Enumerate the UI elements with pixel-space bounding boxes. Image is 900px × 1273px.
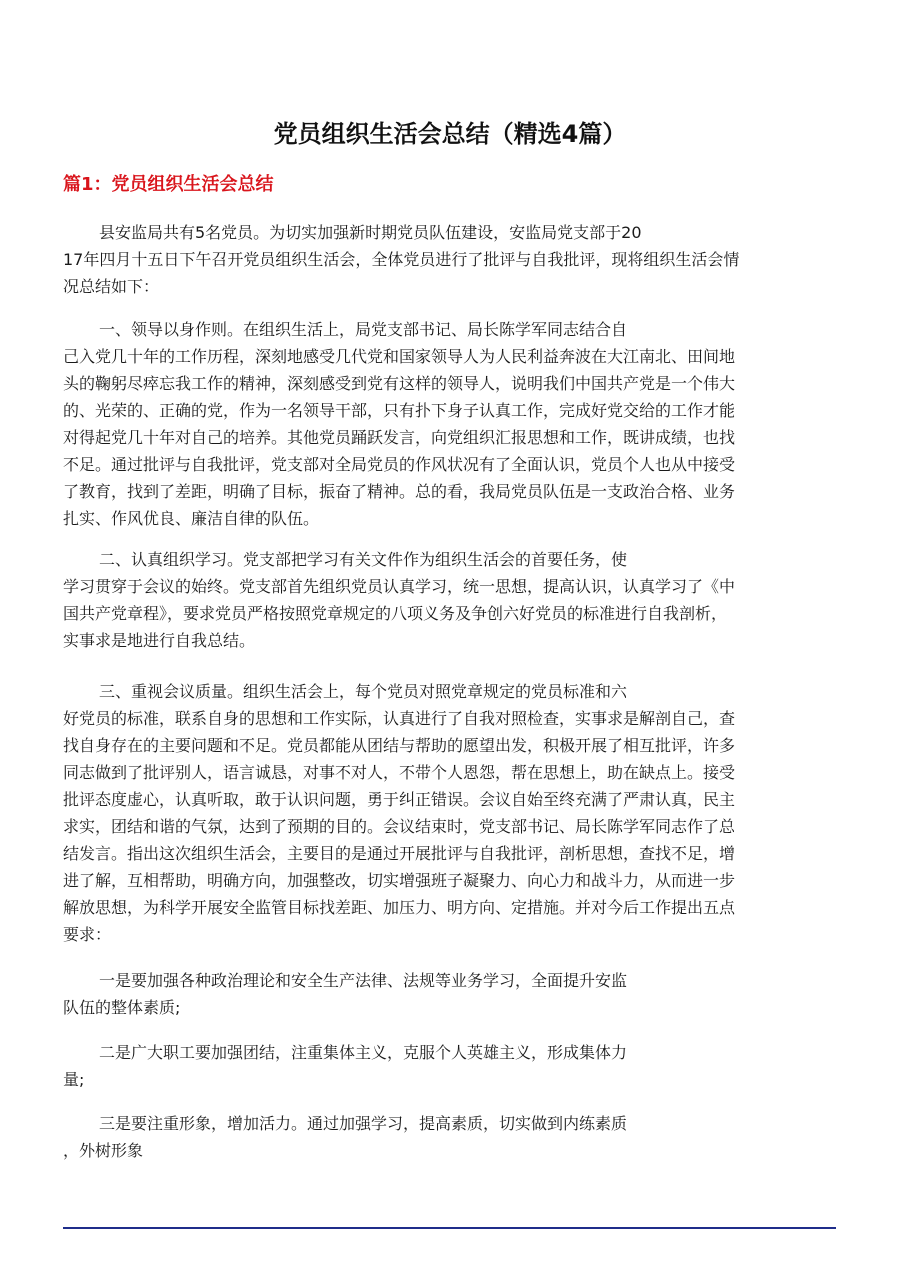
paragraph-line: 二、认真组织学习。党支部把学习有关文件作为组织生活会的首要任务，使 bbox=[99, 550, 628, 569]
paragraph-requirement-3 bbox=[63, 1110, 843, 1164]
paragraph-line: 找自身存在的主要问题和不足。党员都能从团结与帮助的愿望出发，积极开展了相互批评，许多 bbox=[63, 736, 736, 755]
paragraph-line: 量; bbox=[63, 1070, 85, 1089]
paragraph-line: 要求： bbox=[63, 925, 112, 944]
paragraph-line: 实事求是地进行自我总结。 bbox=[63, 631, 256, 650]
paragraph-line: 三、重视会议质量。组织生活会上，每个党员对照党章规定的党员标准和六 bbox=[99, 682, 628, 701]
paragraph-line: 一是要加强各种政治理论和安全生产法律、法规等业务学习，全面提升安监 bbox=[99, 971, 628, 990]
paragraph-line: 进了解，互相帮助，明确方向，加强整改，切实增强班子凝聚力、向心力和战斗力，从而进一步 bbox=[63, 871, 736, 890]
paragraph-line: 批评态度虚心，认真听取，敢于认识问题，勇于纠正错误。会议自始至终充满了严肃认真，民主 bbox=[63, 790, 736, 809]
paragraph-line: 对得起党几十年对自己的培养。其他党员踊跃发言，向党组织汇报思想和工作，既讲成绩，也找 bbox=[63, 428, 736, 447]
paragraph-line: 好党员的标准，联系自身的思想和工作实际，认真进行了自我对照检查，实事求是解剖自己，查 bbox=[63, 709, 736, 728]
paragraph-line: 队伍的整体素质; bbox=[63, 998, 181, 1017]
paragraph-line: 求实，团结和谐的气氛，达到了预期的目的。会议结束时，党支部书记、局长陈学军同志作了总 bbox=[63, 817, 736, 836]
paragraph-line: 结发言。指出这次组织生活会，主要目的是通过开展批评与自我批评，剖析思想，查找不足，增 bbox=[63, 844, 736, 863]
paragraph-line: 头的鞠躬尽瘁忘我工作的精神，深刻感受到党有这样的领导人，说明我们中国共产党是一个伟大 bbox=[63, 374, 736, 393]
paragraph-line: 国共产党章程》，要求党员严格按照党章规定的八项义务及争创六好党员的标准进行自我剖析， bbox=[63, 604, 728, 623]
paragraph-line: 己入党几十年的工作历程，深刻地感受几代党和国家领导人为人民利益奔波在大江南北、田间地 bbox=[63, 347, 736, 366]
paragraph-line: 二是广大职工要加强团结，注重集体主义，克服个人英雄主义，形成集体力 bbox=[99, 1043, 628, 1062]
paragraph-line: 三是要注重形象，增加活力。通过加强学习，提高素质，切实做到内练素质 bbox=[99, 1114, 628, 1133]
paragraph-line: 扎实、作风优良、廉洁自律的队伍。 bbox=[63, 509, 320, 528]
paragraph-line: 的、光荣的、正确的党，作为一名领导干部，只有扑下身子认真工作，完成好党交给的工作才能 bbox=[63, 401, 736, 420]
paragraph-line: 17年四月十五日下午召开党员组织生活会，全体党员进行了批评与自我批评，现将组织生活会情 bbox=[63, 250, 740, 269]
paragraph-study bbox=[63, 546, 843, 654]
paragraph-quality bbox=[63, 678, 843, 948]
paragraph-line: 学习贯穿于会议的始终。党支部首先组织党员认真学习，统一思想，提高认识，认真学习了《中 bbox=[63, 577, 736, 596]
paragraph-requirement-1 bbox=[63, 967, 843, 1021]
paragraph-line: 同志做到了批评别人，语言诚恳，对事不对人，不带个人恩怨，帮在思想上，助在缺点上。接受 bbox=[63, 763, 736, 782]
paragraph-line: 况总结如下： bbox=[63, 277, 160, 296]
paragraph-line: 解放思想，为科学开展安全监管目标找差距、加压力、明方向、定措施。并对今后工作提出五点 bbox=[63, 898, 736, 917]
paragraph-line: 不足。通过批评与自我批评，党支部对全局党员的作风状况有了全面认识，党员个人也从中接受 bbox=[63, 455, 736, 474]
paragraph-intro bbox=[63, 219, 843, 300]
footer-divider bbox=[63, 1227, 836, 1229]
paragraph-leadership bbox=[63, 316, 843, 532]
document-title: 党员组织生活会总结（精选4篇） bbox=[273, 120, 627, 148]
section-heading: 篇1：党员组织生活会总结 bbox=[63, 174, 274, 195]
paragraph-line: ，外树形象 bbox=[63, 1141, 144, 1160]
paragraph-requirement-2 bbox=[63, 1039, 843, 1093]
paragraph-line: 一、领导以身作则。在组织生活上，局党支部书记、局长陈学军同志结合自 bbox=[99, 320, 628, 339]
paragraph-line: 县安监局共有5名党员。为切实加强新时期党员队伍建设，安监局党支部于20 bbox=[99, 223, 642, 242]
paragraph-line: 了教育，找到了差距，明确了目标，振奋了精神。总的看，我局党员队伍是一支政治合格、业务 bbox=[63, 482, 736, 501]
